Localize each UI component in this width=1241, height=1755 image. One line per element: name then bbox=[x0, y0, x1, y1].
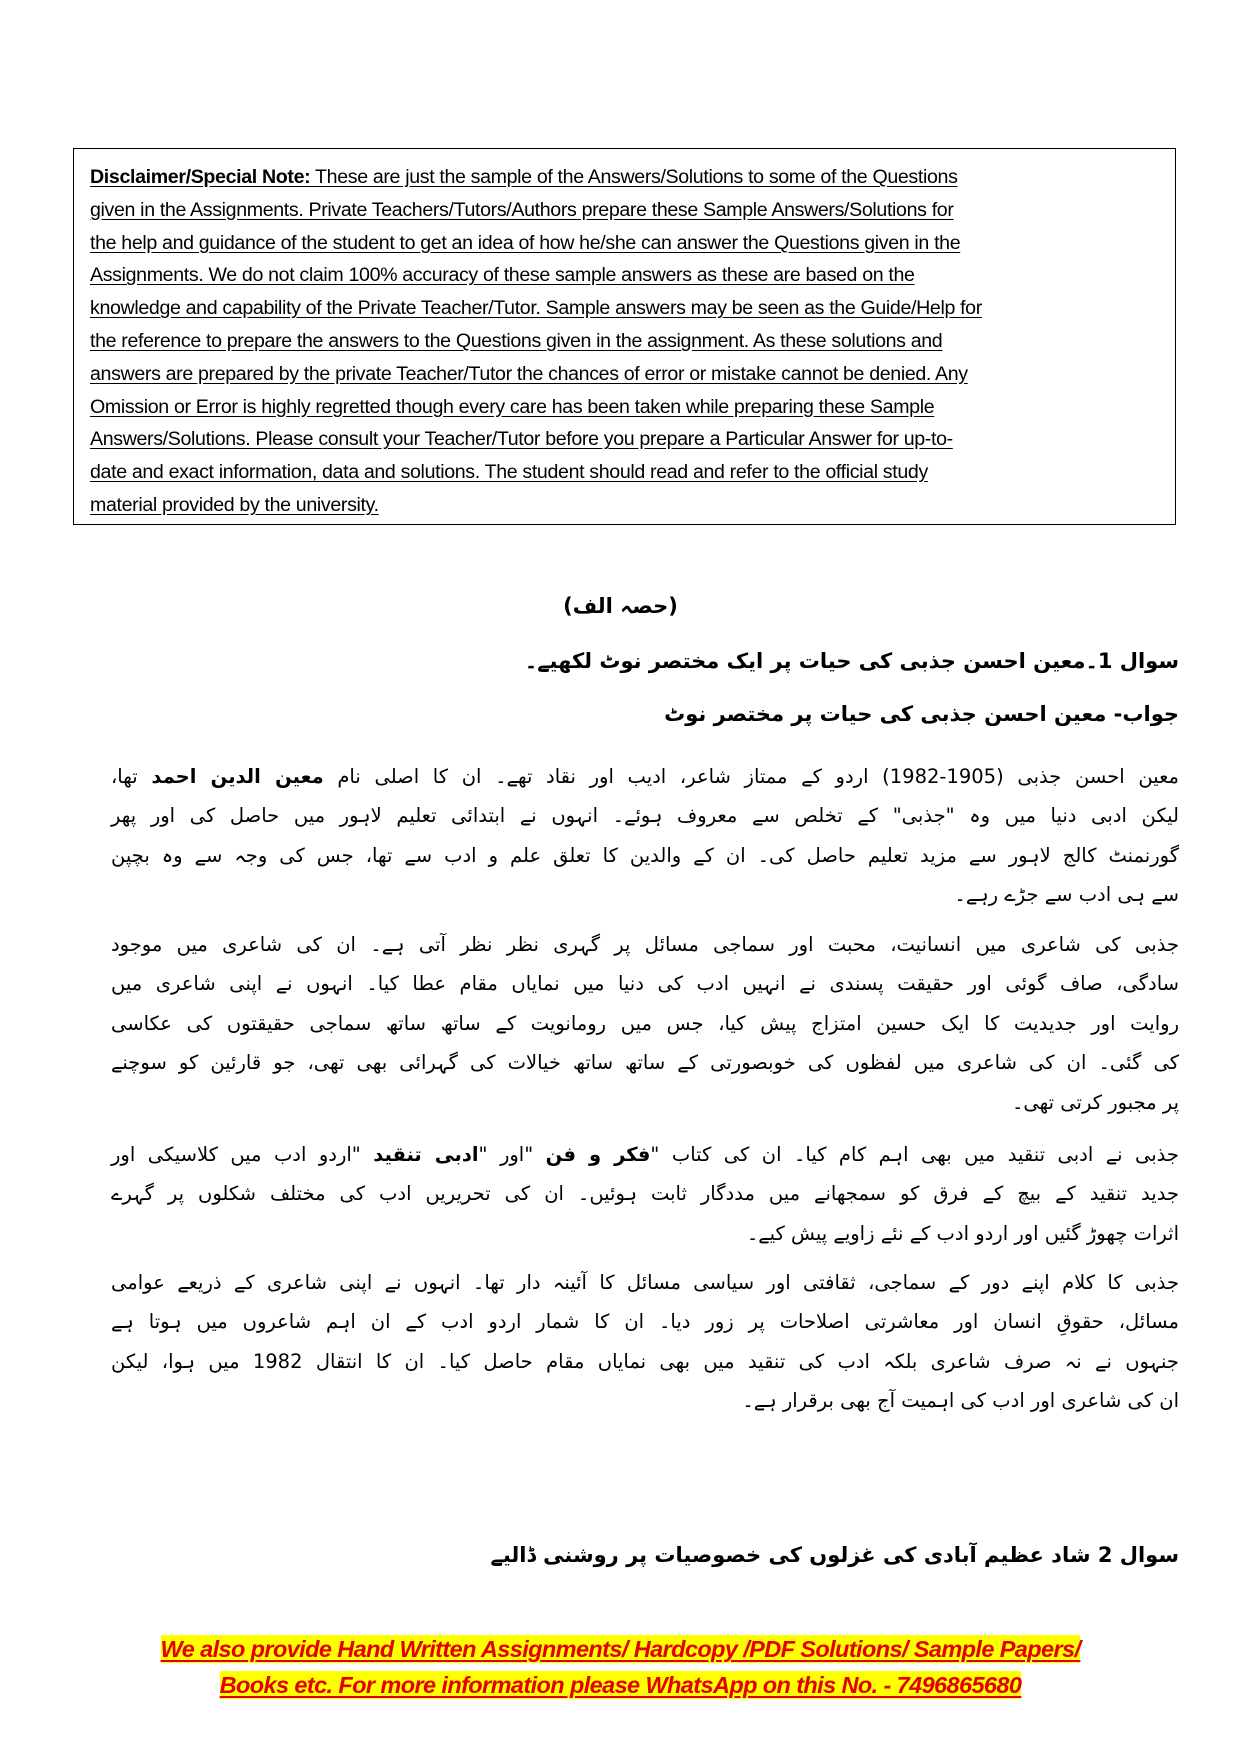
disclaimer-lead: Disclaimer/Special Note: bbox=[90, 166, 311, 188]
paragraph-line: جدید تنقید کے بیچ کے فرق کو سمجھانے میں مددگار ثابت ہوئیں۔ ان کی تحریریں ادب کی مختلف شکلوں پر گہرے bbox=[111, 1182, 1179, 1206]
disclaimer-line: answers are prepared by the private Teacher/Tutor the chances of error or mistake cannot be denied. Any bbox=[90, 362, 968, 385]
disclaimer-line: Omission or Error is highly regretted though every care has been taken while preparing these Sample bbox=[90, 395, 935, 418]
disclaimer-line: the help and guidance of the student to get an idea of how he/she can answer the Questions given in the bbox=[90, 231, 961, 254]
paragraph-line: گورنمنٹ کالج لاہور سے مزید تعلیم حاصل کی۔ ان کے والدین کا تعلق علم و ادب سے تھا، جس کی وجہ سے وہ بچپن bbox=[111, 843, 1179, 867]
disclaimer-line: knowledge and capability of the Private Teacher/Tutor. Sample answers may be seen as the Guide/Help for bbox=[90, 297, 982, 320]
paragraph-line: جذبی کی شاعری میں انسانیت، محبت اور سماجی مسائل پر گہری نظر نظر آتی ہے۔ ان کی شاعری میں موجود bbox=[111, 933, 1179, 956]
question-2-heading: سوال 2 شاد عظیم آبادی کی غزلوں کی خصوصیات پر روشنی ڈالیے bbox=[490, 1543, 1179, 1567]
disclaimer-line: Disclaimer/Special Note: These are just the sample of the Answers/Solutions to some of the Questions bbox=[90, 166, 958, 188]
disclaimer-box bbox=[73, 148, 1176, 525]
paragraph-2 bbox=[111, 925, 1179, 1122]
book-title: فکر و فن bbox=[545, 1143, 651, 1166]
footer-promo-text: We also provide Hand Written Assignments/ Hardcopy /PDF Solutions/ Sample Papers/ bbox=[160, 1636, 1081, 1662]
footer-promo-line-1 bbox=[0, 1636, 1241, 1663]
disclaimer-line: given in the Assignments. Private Teachers/Tutors/Authors prepare these Sample Answers/Solutions for bbox=[90, 198, 954, 221]
paragraph-3 bbox=[111, 1135, 1179, 1253]
footer-promo-line-2 bbox=[0, 1672, 1241, 1699]
paragraph-line: جذبی نے ادبی تنقید میں بھی اہم کام کیا۔ ان کی کتاب "فکر و فن "اور "ادبی تنقید "اردو ادب میں کلاسیکی اور bbox=[111, 1143, 1179, 1166]
paragraph-line: جنہوں نے نہ صرف شاعری بلکہ ادب کی تنقید میں بھی نمایاں مقام حاصل کیا۔ ان کا انتقال 1982 میں ہوا، لیکن bbox=[111, 1349, 1179, 1373]
paragraph-line: پر مجبور کرتی تھی۔ bbox=[1011, 1090, 1179, 1114]
paragraph-line: معین احسن جذبی (1905-1982) اردو کے ممتاز شاعر، ادیب اور نقاد تھے۔ ان کا اصلی نام معین الدین احمد تھا، bbox=[111, 765, 1179, 788]
paragraph-line: جذبی کا کلام اپنے دور کے سماجی، ثقافتی اور سیاسی مسائل کا آئینہ دار تھا۔ انہوں نے اپنی شاعری کے ذریعے عوامی bbox=[111, 1271, 1179, 1294]
section-title: (حصہ الف) bbox=[563, 594, 678, 618]
book-title: ادبی تنقید bbox=[373, 1143, 479, 1166]
paragraph-line: کی گئی۔ ان کی شاعری میں لفظوں کی خوبصورتی کے ساتھ ساتھ خیالات کی گہرائی بھی تھی، جو قارئین کو سوچنے bbox=[111, 1051, 1179, 1075]
paragraph-line: مسائل، حقوقِ انسان اور معاشرتی اصلاحات پر زور دیا۔ ان کا شمار اردو ادب کے ان اہم شاعروں میں ہوتا ہے bbox=[111, 1310, 1179, 1334]
disclaimer-line: material provided by the university. bbox=[90, 493, 379, 516]
answer-heading: جواب- معین احسن جذبی کی حیات پر مختصر نوٹ bbox=[664, 702, 1179, 726]
paragraph-line: سے ہی ادب سے جڑے رہے۔ bbox=[954, 883, 1179, 907]
disclaimer-line: date and exact information, data and solutions. The student should read and refer to the official study bbox=[90, 461, 928, 484]
disclaimer-line: Assignments. We do not claim 100% accuracy of these sample answers as these are based on the bbox=[90, 264, 915, 287]
footer-promo-text: Books etc. For more information please WhatsApp on this No. - 7496865680 bbox=[219, 1672, 1022, 1698]
paragraph-line: اثرات چھوڑ گئیں اور اردو ادب کے نئے زاویے پیش کیے۔ bbox=[746, 1221, 1179, 1245]
paragraph-line: سادگی، صاف گوئی اور حقیقت پسندی نے انہیں ادب کی دنیا میں نمایاں مقام عطا کیا۔ انہوں نے اپنی شاعری میں bbox=[111, 972, 1179, 996]
disclaimer-text bbox=[90, 161, 1165, 522]
paragraph-line: لیکن ادبی دنیا میں وہ "جذبی" کے تخلص سے معروف ہوئے۔ انہوں نے ابتدائی تعلیم لاہور میں حاصل کی اور پھر bbox=[111, 804, 1179, 828]
paragraph-line: روایت اور جدیدیت کا ایک حسین امتزاج پیش کیا، جس میں رومانویت کے ساتھ ساتھ سماجی حقیقتوں کی عکاسی bbox=[111, 1011, 1179, 1035]
disclaimer-line: Answers/Solutions. Please consult your Teacher/Tutor before you prepare a Particular Answer for up-to- bbox=[90, 428, 953, 451]
disclaimer-line: the reference to prepare the answers to the Questions given in the assignment. As these solutions and bbox=[90, 329, 943, 352]
paragraph-line: ان کی شاعری اور ادب کی اہمیت آج بھی برقرار ہے۔ bbox=[742, 1389, 1179, 1413]
paragraph-4 bbox=[111, 1263, 1179, 1421]
bold-name: معین الدین احمد bbox=[151, 765, 324, 788]
question-1-heading: سوال 1۔معین احسن جذبی کی حیات پر ایک مختصر نوٹ لکھیے۔ bbox=[524, 649, 1179, 673]
paragraph-1 bbox=[111, 757, 1179, 915]
